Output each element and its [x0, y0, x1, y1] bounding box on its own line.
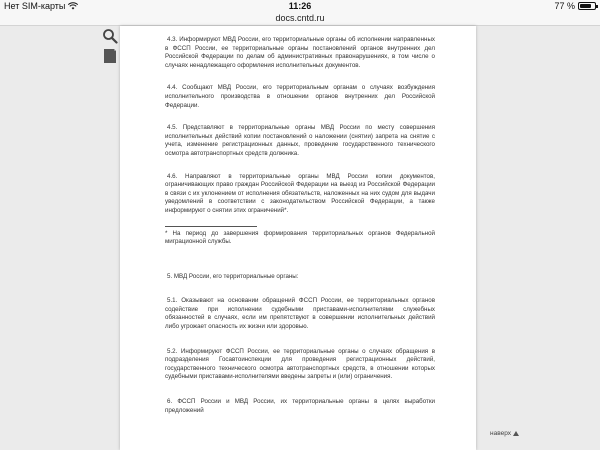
- notes-icon[interactable]: [102, 48, 118, 64]
- status-bar: [0, 0, 600, 12]
- paragraph-4-3: 4.3. Информируют МВД России, его территориальные органы об исполнении направленных в ФССП России, ее территориальные органы постановлений органов внутренних дел Российской Федерации по делам об административных правонарушениях, в том числе о случаях ненадлежащего оформления исполнительных документов.: [165, 36, 435, 69]
- document-text: [165, 36, 435, 415]
- document-page: [120, 26, 476, 450]
- arrow-up-icon: [513, 431, 519, 436]
- paragraph-5-2: 5.2. Информируют ФССП России, ее территориальные органы о случаях обращения в подразделения Госавтоинспекции для проведения регистрационных действий, государственного технического осмотра автотранспортных средств, в отношении которых судебными приставами-исполнителями введены запреты и (или) ограничения.: [165, 347, 435, 381]
- address-bar[interactable]: [0, 12, 600, 26]
- scroll-top-label: наверх: [490, 430, 511, 437]
- footnote-divider: [165, 226, 257, 227]
- scroll-top-button[interactable]: [490, 430, 519, 437]
- paragraph-4-5: 4.5. Представляют в территориальные органы МВД России по месту совершения исполнительных действий копии постановлений о наложении (снятии) запрета на снятие с учета, изменение регистрационных данных, проведение государственного технического осмотра автотранспортных средств должника.: [165, 124, 435, 157]
- status-right: [554, 1, 596, 11]
- battery-percent: 77 %: [554, 1, 575, 11]
- paragraph-6: 6. ФССП России и МВД России, их территориальные органы в целях выработки предложений: [165, 398, 435, 414]
- section-5-heading: 5. МВД России, его территориальные органы:: [167, 272, 299, 280]
- carrier-label: Нет SIM-карты: [4, 1, 66, 11]
- url-text[interactable]: docs.cntd.ru: [275, 13, 325, 23]
- battery-fill: [580, 4, 591, 8]
- footnote: * На период до завершения формирования территориальных органов Федеральной миграционной службы.: [165, 229, 435, 246]
- search-icon[interactable]: [102, 28, 118, 44]
- clock: 11:26: [288, 1, 312, 11]
- battery-icon: [578, 2, 596, 10]
- paragraph-4-6: 4.6. Направляют в территориальные органы МВД России копии документов, ограничивающих право граждан Российской Федерации на выезд из Российской Федерации в связи с их уклонением от исполнения обязательств, наложенных на них судом для выдачи уведомлений в соответствии с законодательством Российской Федерации, а также информируют о снятии этих ограничений*.: [165, 172, 435, 214]
- paragraph-4-4: 4.4. Сообщают МВД России, его территориальным органам о случаях возбуждения исполнительного производства в отношении органов внутренних дел Российской Федерации.: [165, 84, 435, 109]
- paragraph-5-1: 5.1. Оказывают на основании обращений ФССП России, ее территориальных органов содействие при исполнении судебными приставами-исполнителями служебных обязанностей в случаях, если им препятствуют в совершении исполнительных действий либо угрожает опасность их жизни или здоровью.: [165, 297, 435, 331]
